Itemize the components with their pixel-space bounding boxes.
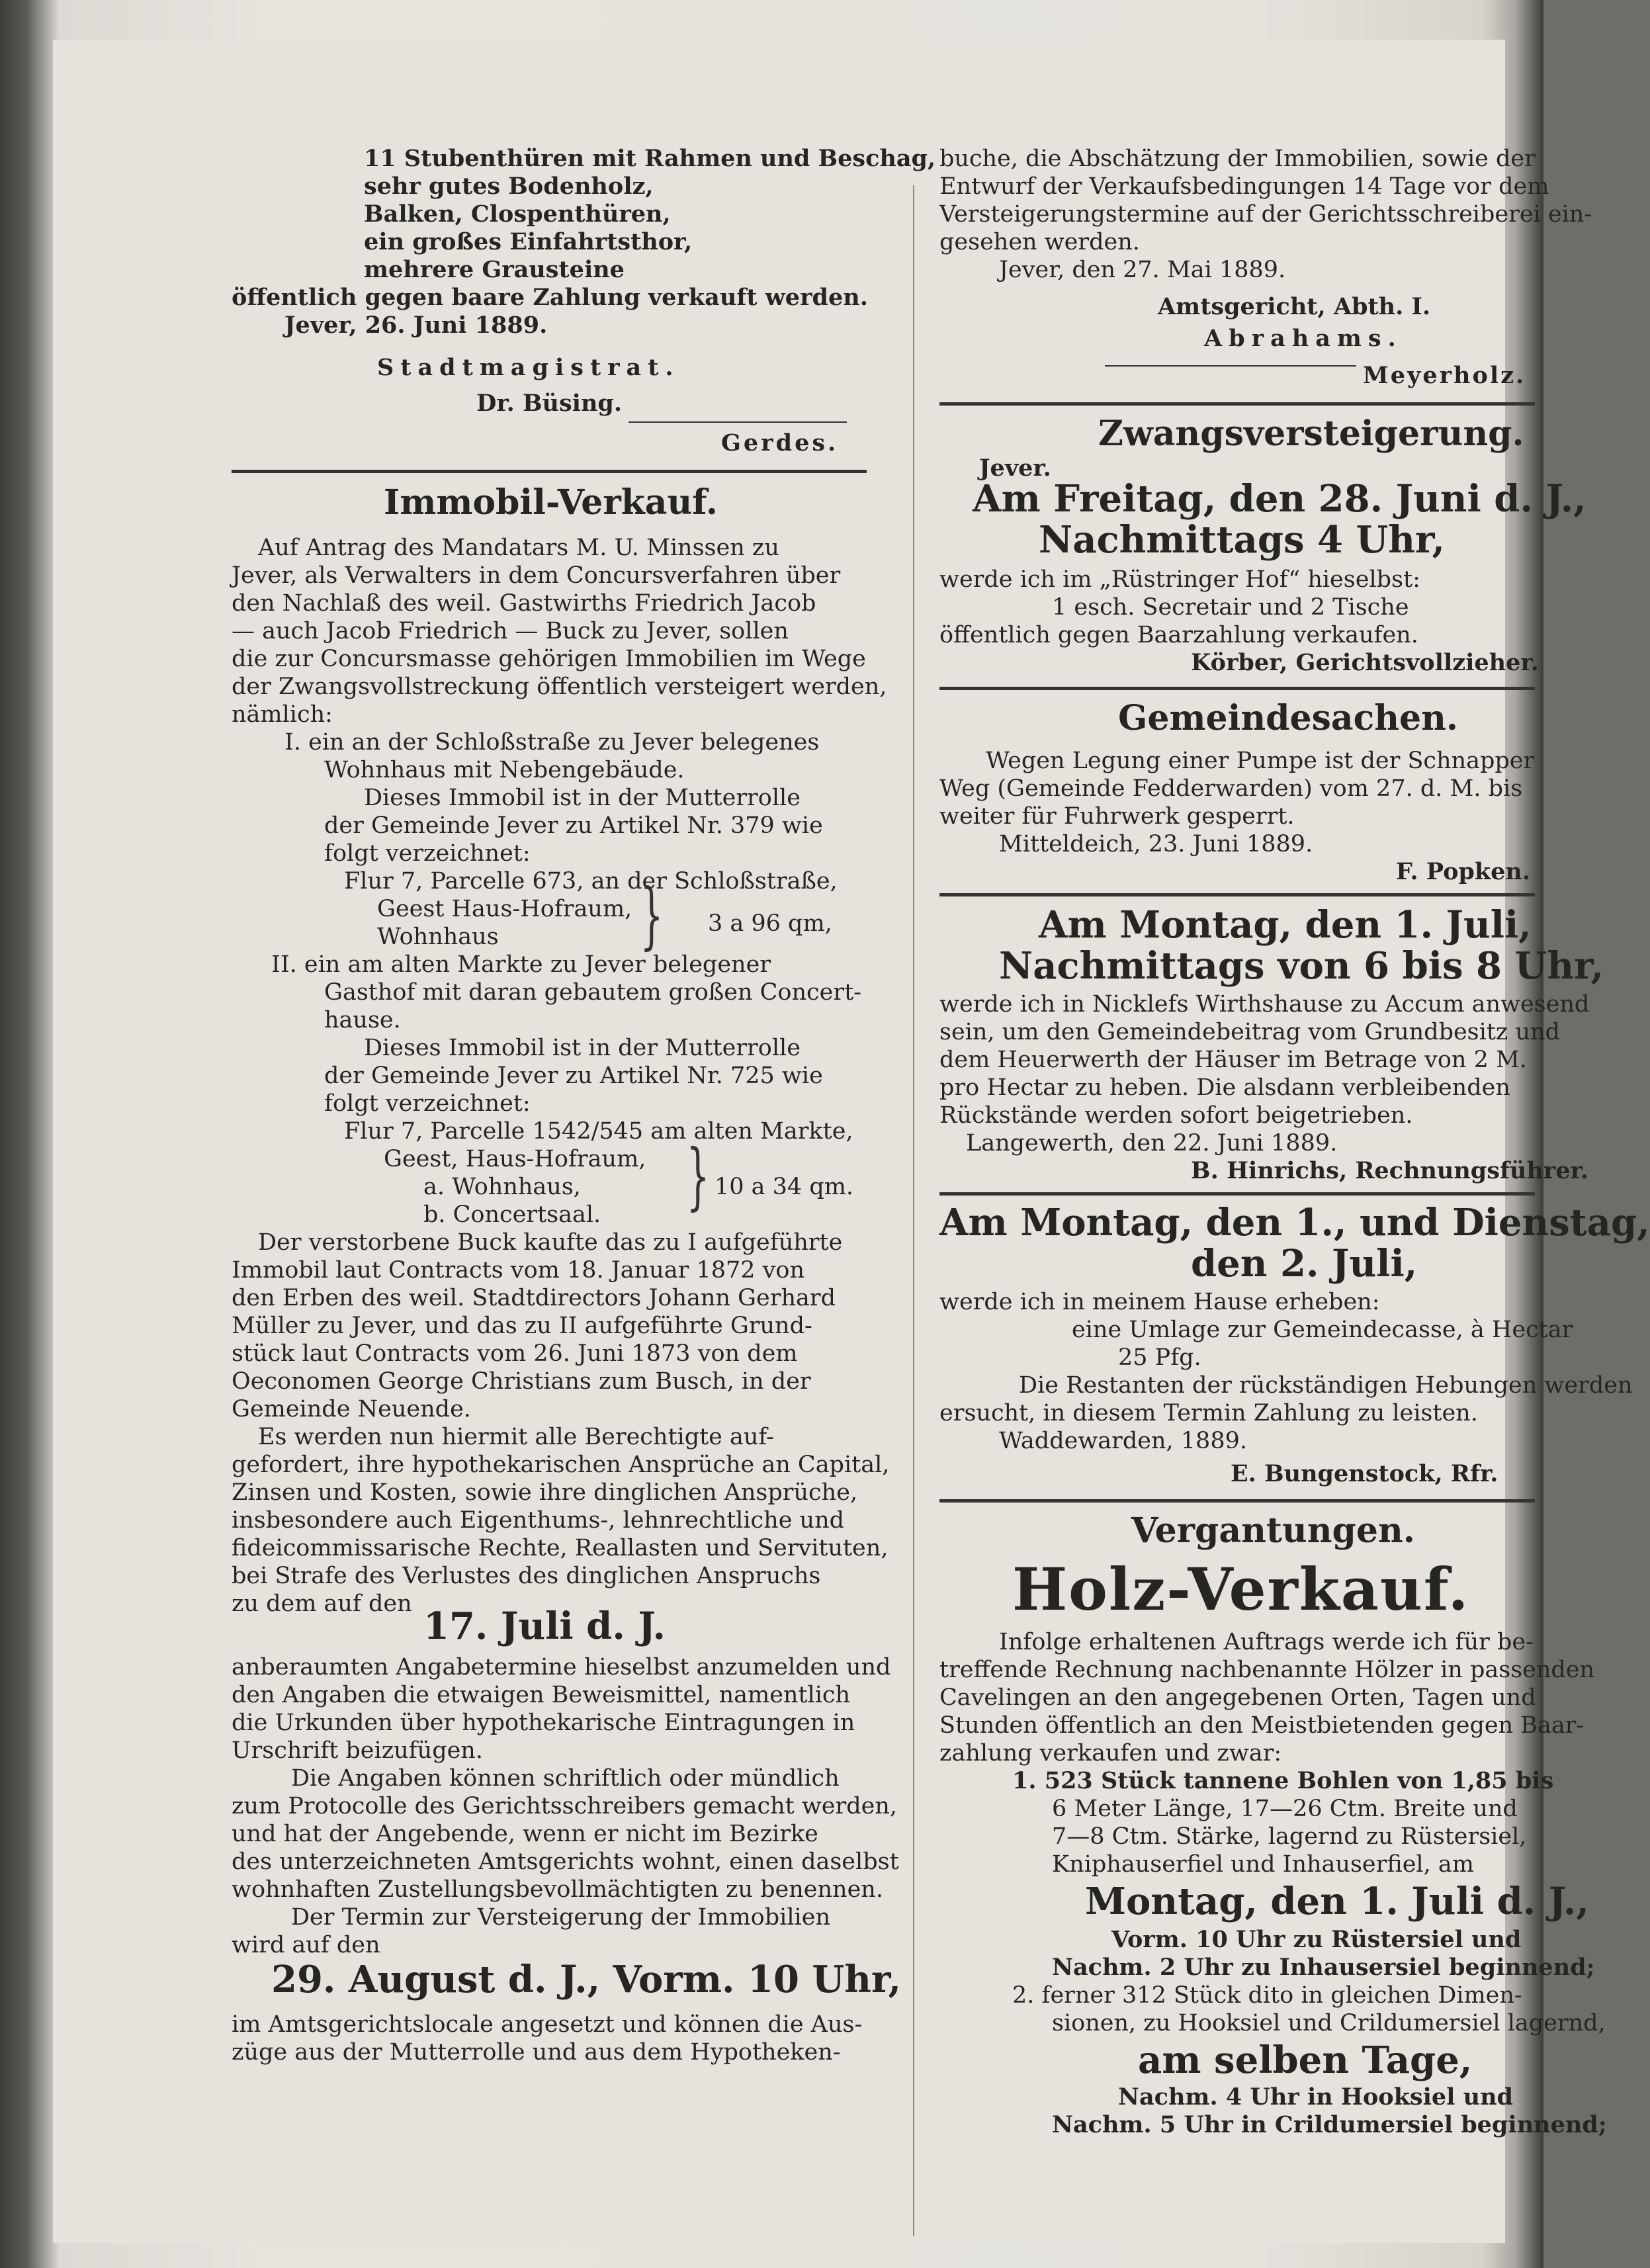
text-line: Nachm. 4 Uhr in Hooksiel und: [1118, 2083, 1514, 2111]
text-line: 11 Stubenthüren mit Rahmen und Beschag,: [364, 145, 936, 172]
signature-authority: Amtsgericht, Abth. I.: [1158, 293, 1431, 320]
text-line: Versteigerungstermine auf der Gerichtsschreiberei ein-: [939, 201, 1592, 228]
text-line: 7—8 Ctm. Stärke, lagernd zu Rüstersiel,: [1052, 1823, 1527, 1850]
section-rule: [939, 1192, 1535, 1196]
text-line: den Nachlaß des weil. Gastwirths Friedrich Jacob: [232, 590, 816, 617]
text-line: Zinsen und Kosten, sowie ihre dinglichen Ansprüche,: [232, 1479, 858, 1506]
text-line: gesehen werden.: [939, 229, 1140, 255]
text-line: Geest, Haus-Hofraum,: [384, 1146, 646, 1172]
signature-authority: Stadtmagistrat.: [377, 354, 680, 381]
text-line: öffentlich gegen Baarzahlung verkaufen.: [939, 622, 1418, 648]
text-line: 1. 523 Stück tannene Bohlen von 1,85 bis: [1012, 1767, 1554, 1794]
time-heading: Nachmittags von 6 bis 8 Uhr,: [999, 944, 1604, 988]
text-line: ersucht, in diesem Termin Zahlung zu leisten.: [939, 1400, 1478, 1426]
section-title: Holz-Verkauf.: [1012, 1555, 1470, 1624]
text-line: Jever, den 27. Mai 1889.: [999, 257, 1286, 283]
text-line: Rückstände werden sofort beigetrieben.: [939, 1102, 1413, 1129]
text-line: der Zwangsvollstreckung öffentlich versteigert werden,: [232, 674, 887, 700]
text-line: Oeconomen George Christians zum Busch, in der: [232, 1368, 811, 1395]
text-line: Infolge erhaltenen Auftrags werde ich für be-: [999, 1629, 1534, 1655]
text-line: eine Umlage zur Gemeindecasse, à Hectar: [1072, 1317, 1573, 1343]
text-line: Flur 7, Parcelle 673, an der Schloßstraße,: [344, 868, 838, 894]
brace: }: [640, 873, 664, 957]
text-line: 1 esch. Secretair und 2 Tische: [1052, 594, 1409, 621]
text-line: sehr gutes Bodenholz,: [364, 173, 654, 200]
date-heading: Am Freitag, den 28. Juni d. J.,: [973, 477, 1586, 521]
text-line: werde ich in Nicklefs Wirthshause zu Accum anwesend: [939, 991, 1590, 1018]
text-line: öffentlich gegen baare Zahlung verkauft werden.: [232, 284, 868, 311]
text-line: Balken, Clospenthüren,: [364, 200, 671, 228]
text-line: stück laut Contracts vom 26. Juni 1873 von dem: [232, 1340, 798, 1367]
text-line: Jever, als Verwalters in dem Concursverfahren über: [232, 562, 841, 589]
place-heading: Jever.: [979, 455, 1051, 482]
text-line: Dieses Immobil ist in der Mutterrolle: [364, 785, 801, 811]
area-value: 10 a 34 qm.: [715, 1174, 854, 1200]
text-line: 2. ferner 312 Stück dito in gleichen Dimen-: [1012, 1982, 1522, 2009]
text-line: die Urkunden über hypothekarische Eintragungen in: [232, 1710, 855, 1736]
text-line: und hat der Angebende, wenn er nicht im Bezirke: [232, 1821, 818, 1847]
text-line: werde ich in meinem Hause erheben:: [939, 1289, 1380, 1315]
date-heading: Am Montag, den 1. Juli,: [1039, 903, 1532, 947]
signature-name: Körber, Gerichtsvollzieher.: [1191, 649, 1539, 676]
text-line: I. ein an der Schloßstraße zu Jever belegenes: [284, 729, 820, 756]
text-line: züge aus der Mutterrolle und aus dem Hypotheken-: [232, 2039, 841, 2066]
text-line: sionen, zu Hooksiel und Crildumersiel lagernd,: [1052, 2010, 1606, 2036]
text-line: pro Hectar zu heben. Die alsdann verbleibenden: [939, 1074, 1510, 1101]
signature-name: E. Bungenstock, Rfr.: [1231, 1460, 1498, 1487]
text-line: Vorm. 10 Uhr zu Rüstersiel und: [1111, 1926, 1522, 1953]
text-line: 25 Pfg.: [1118, 1344, 1201, 1371]
section-rule: [939, 402, 1535, 406]
text-line: des unterzeichneten Amtsgerichts wohnt, einen daselbst: [232, 1849, 899, 1875]
text-line: der Gemeinde Jever zu Artikel Nr. 725 wie: [324, 1063, 823, 1089]
signature-name: F. Popken.: [1396, 858, 1531, 885]
text-line: Langewerth, den 22. Juni 1889.: [966, 1130, 1338, 1156]
text-line: wohnhaften Zustellungsbevollmächtigten zu benennen.: [232, 1876, 883, 1903]
text-line: — auch Jacob Friedrich — Buck zu Jever, sollen: [232, 618, 789, 644]
text-line: Wohnhaus: [377, 924, 499, 950]
text-line: weiter für Fuhrwerk gesperrt.: [939, 803, 1295, 830]
text-line: zahlung verkaufen und zwar:: [939, 1740, 1282, 1766]
text-line: mehrere Grausteine: [364, 256, 625, 283]
text-line: a. Wohnhaus,: [423, 1174, 581, 1200]
date-heading: 29. August d. J., Vorm. 10 Uhr,: [271, 1958, 901, 2001]
text-line: Der Termin zur Versteigerung der Immobilien: [291, 1904, 830, 1931]
text-line: Auf Antrag des Mandatars M. U. Minssen zu: [258, 535, 779, 561]
text-line: zum Protocolle des Gerichtsschreibers gemacht werden,: [232, 1793, 898, 1819]
text-line: hause.: [324, 1007, 401, 1033]
area-value: 3 a 96 qm,: [708, 910, 832, 937]
section-title: Immobil-Verkauf.: [384, 482, 718, 523]
text-line: Immobil laut Contracts vom 18. Januar 1872 von: [232, 1257, 805, 1284]
text-line: folgt verzeichnet:: [324, 1090, 531, 1117]
text-line: Gemeinde Neuende.: [232, 1396, 471, 1422]
date-heading: 17. Juli d. J.: [423, 1604, 666, 1648]
signature-name: Gerdes.: [721, 429, 839, 457]
text-line: Die Restanten der rückständigen Hebungen werden: [1019, 1372, 1633, 1399]
text-line: Es werden nun hiermit alle Berechtigte auf-: [258, 1424, 774, 1450]
section-title: Vergantungen.: [1131, 1510, 1415, 1551]
text-line: Wegen Legung einer Pumpe ist der Schnapper: [986, 748, 1535, 774]
text-line: im Amtsgerichtslocale angesetzt und können die Aus-: [232, 2011, 863, 2038]
signature-rule: [629, 421, 847, 423]
text-line: Wohnhaus mit Nebengebäude.: [324, 757, 685, 783]
text-line: dem Heuerwerth der Häuser im Betrage von 2 M.: [939, 1047, 1527, 1073]
text-line: fideicommissarische Rechte, Reallasten und Servituten,: [232, 1535, 889, 1561]
text-line: Entwurf der Verkaufsbedingungen 14 Tage vor dem: [939, 173, 1549, 200]
brace: }: [686, 1133, 710, 1218]
date-heading: am selben Tage,: [1138, 2038, 1473, 2082]
text-line: sein, um den Gemeindebeitrag vom Grundbesitz und: [939, 1019, 1560, 1045]
text-line: werde ich im „Rüstringer Hof“ hieselbst:: [939, 566, 1420, 593]
text-line: Die Angaben können schriftlich oder mündlich: [291, 1765, 840, 1792]
text-line: zu dem auf den: [232, 1591, 412, 1617]
text-line: buche, die Abschätzung der Immobilien, sowie der: [939, 146, 1536, 172]
text-line: Jever, 26. Juni 1889.: [284, 312, 548, 339]
text-line: Waddewarden, 1889.: [999, 1428, 1247, 1454]
text-line: Kniphauserfiel und Inhauserfiel, am: [1052, 1851, 1474, 1878]
column-divider: [913, 185, 914, 2236]
text-line: treffende Rechnung nachbenannte Hölzer in passenden: [939, 1657, 1595, 1683]
section-title: Zwangsversteigerung.: [1098, 414, 1524, 454]
text-line: Urschrift beizufügen.: [232, 1737, 483, 1764]
section-rule: [939, 687, 1535, 690]
text-line: Weg (Gemeinde Fedderwarden) vom 27. d. M. bis: [939, 775, 1523, 802]
text-line: II. ein am alten Markte zu Jever belegener: [271, 951, 771, 978]
text-line: Müller zu Jever, und das zu II aufgeführte Grund-: [232, 1313, 812, 1339]
signature-name: Meyerholz.: [1363, 362, 1526, 389]
text-line: 6 Meter Länge, 17—26 Ctm. Breite und: [1052, 1796, 1518, 1822]
date-heading: Am Montag, den 1., und Dienstag,: [939, 1201, 1650, 1244]
text-line: nämlich:: [232, 701, 333, 728]
signature-name: B. Hinrichs, Rechnungsführer.: [1191, 1157, 1589, 1184]
text-line: Gasthof mit daran gebautem großen Concert-: [324, 979, 861, 1006]
text-line: Cavelingen an den angegebenen Orten, Tagen und: [939, 1684, 1536, 1711]
text-line: Dieses Immobil ist in der Mutterrolle: [364, 1035, 801, 1061]
section-title: Gemeindesachen.: [1118, 698, 1459, 738]
newspaper-page: [53, 40, 1650, 2243]
text-line: den Angaben die etwaigen Beweismittel, namentlich: [232, 1682, 851, 1708]
text-line: ein großes Einfahrtsthor,: [364, 228, 693, 255]
time-heading: Nachmittags 4 Uhr,: [1039, 518, 1445, 562]
text-line: b. Concertsaal.: [423, 1201, 601, 1228]
text-line: folgt verzeichnet:: [324, 840, 531, 867]
text-line: die zur Concursmasse gehörigen Immobilien im Wege: [232, 646, 866, 672]
text-line: insbesondere auch Eigenthums-, lehnrechtliche und: [232, 1507, 845, 1534]
text-line: Mitteldeich, 23. Juni 1889.: [999, 831, 1313, 857]
text-line: wird auf den: [232, 1932, 380, 1958]
text-line: Nachm. 5 Uhr in Crildumersiel beginnend;: [1052, 2111, 1607, 2138]
text-line: den Erben des weil. Stadtdirectors Johann Gerhard: [232, 1285, 836, 1311]
text-line: anberaumten Angabetermine hieselbst anzumelden und: [232, 1654, 891, 1680]
section-rule: [939, 893, 1535, 896]
section-rule: [232, 470, 867, 473]
section-rule: [939, 1499, 1535, 1503]
signature-name: Dr. Büsing.: [476, 390, 623, 417]
text-line: Stunden öffentlich an den Meistbietenden gegen Baar-: [939, 1712, 1585, 1739]
text-line: Geest Haus-Hofraum,: [377, 896, 632, 922]
text-line: gefordert, ihre hypothekarischen Ansprüche an Capital,: [232, 1452, 890, 1478]
date-heading: den 2. Juli,: [1191, 1242, 1418, 1286]
text-line: Der verstorbene Buck kaufte das zu I aufgeführte: [258, 1229, 843, 1256]
date-heading: Montag, den 1. Juli d. J.,: [1085, 1880, 1589, 1923]
text-line: bei Strafe des Verlustes des dinglichen Anspruchs: [232, 1563, 821, 1589]
text-line: der Gemeinde Jever zu Artikel Nr. 379 wie: [324, 812, 823, 839]
signature-name: Abrahams.: [1204, 325, 1403, 352]
text-line: Flur 7, Parcelle 1542/545 am alten Markte,: [344, 1118, 853, 1145]
text-line: Nachm. 2 Uhr zu Inhausersiel beginnend;: [1052, 1954, 1595, 1981]
signature-rule: [1105, 365, 1356, 367]
